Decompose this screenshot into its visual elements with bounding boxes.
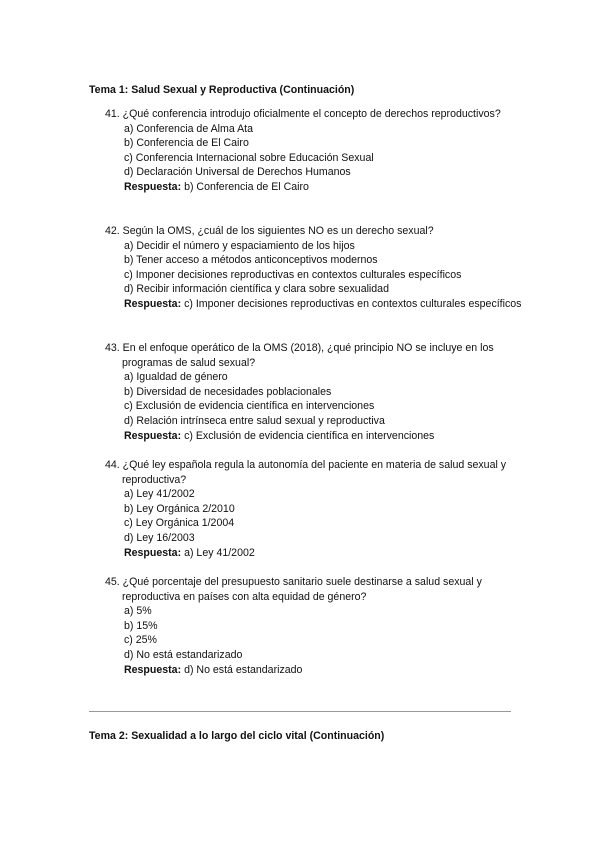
option-d: d) Recibir información científica y clara sobre sexualidad (124, 283, 389, 296)
option-a: a) Igualdad de género (124, 371, 228, 384)
answer-line (105, 429, 525, 444)
option-c: c) Imponer decisiones reproductivas en contextos culturales específicos (124, 268, 462, 281)
option-d: d) Relación intrínseca entre salud sexual y reproductiva (124, 414, 385, 427)
answer-text: b) Conferencia de El Cairo (184, 180, 309, 193)
option-b: b) Diversidad de necesidades poblacionales (124, 385, 332, 398)
section-title: Tema 1: Salud Sexual y Reproductiva (Continuación) (89, 84, 355, 96)
option-c: c) Ley Orgánica 1/2004 (124, 517, 235, 530)
option-a: a) Ley 41/2002 (124, 488, 195, 501)
option-c: c) Conferencia Internacional sobre Educación Sexual (124, 151, 374, 164)
option-a: a) 5% (124, 605, 152, 618)
option-a: a) Conferencia de Alma Ata (124, 122, 253, 135)
option-d: d) Declaración Universal de Derechos Humanos (124, 166, 351, 179)
option-b: b) Tener acceso a métodos anticonceptivos modernos (124, 254, 378, 267)
question-42 (105, 224, 525, 312)
answer-label: Respuesta: (124, 297, 182, 310)
answer-label: Respuesta: (124, 180, 182, 193)
section-title: Tema 2: Sexualidad a lo largo del ciclo vital (Continuación) (89, 730, 385, 742)
option-d: d) Ley 16/2003 (124, 531, 195, 544)
answer-text: c) Exclusión de evidencia científica en intervenciones (184, 429, 435, 442)
question-44 (105, 458, 525, 560)
option-a: a) Decidir el número y espaciamiento de los hijos (124, 239, 355, 252)
option-b: b) 15% (124, 619, 158, 632)
option-c: c) 25% (124, 634, 157, 647)
question-43 (105, 341, 525, 443)
answer-line (105, 297, 525, 312)
option-b: b) Ley Orgánica 2/2010 (124, 502, 235, 515)
option-c: c) Exclusión de evidencia científica en intervenciones (124, 400, 375, 413)
question-41 (105, 107, 525, 195)
answer-text: d) No está estandarizado (184, 663, 303, 676)
section-divider (89, 711, 511, 712)
question-45 (105, 575, 525, 677)
answer-line (105, 180, 525, 195)
option-d: d) No está estandarizado (124, 648, 243, 661)
question-stem: 44. ¿Qué ley española regula la autonomía del paciente en materia de salud sexual y reproductiva? (105, 459, 507, 486)
answer-line (105, 663, 525, 678)
question-stem: 42. Según la OMS, ¿cuál de los siguientes NO es un derecho sexual? (105, 225, 434, 237)
answer-label: Respuesta: (124, 429, 182, 442)
answer-label: Respuesta: (124, 663, 182, 676)
question-stem: 41. ¿Qué conferencia introdujo oficialmente el concepto de derechos reproductivos? (105, 108, 501, 120)
answer-label: Respuesta: (124, 546, 182, 559)
question-stem: 43. En el enfoque operático de la OMS (2018), ¿qué principio NO se incluye en los programas de salud sexual? (105, 342, 494, 369)
question-stem: 45. ¿Qué porcentaje del presupuesto sanitario suele destinarse a salud sexual y reproductiva en países con alta equidad de género? (105, 576, 482, 603)
answer-text: c) Imponer decisiones reproductivas en contextos culturales específicos (184, 297, 522, 310)
answer-line (105, 546, 525, 561)
option-b: b) Conferencia de El Cairo (124, 137, 249, 150)
answer-text: a) Ley 41/2002 (184, 546, 255, 559)
